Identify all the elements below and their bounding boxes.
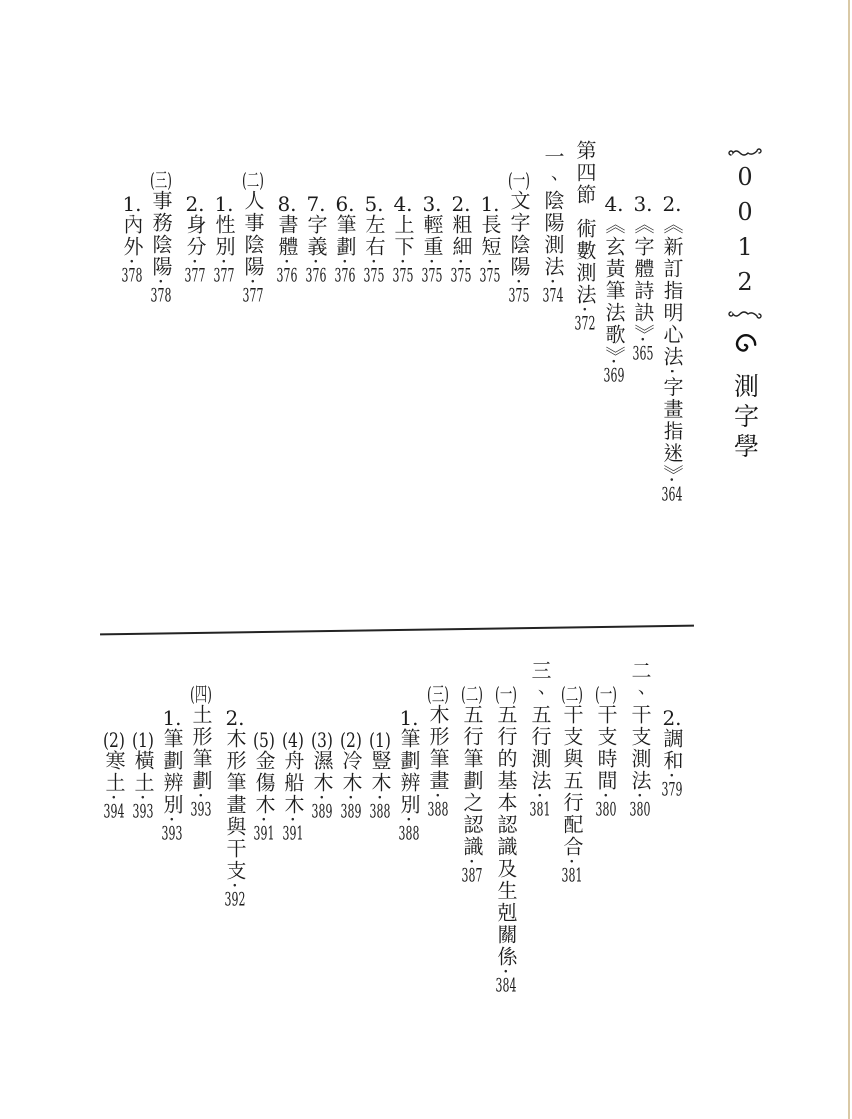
entry-page-number: 377 xyxy=(242,286,264,306)
entry-page-number: 377 xyxy=(184,266,206,286)
entry-page-number: 389 xyxy=(340,802,362,822)
entry-title: 性別 xyxy=(212,214,236,258)
dot-separator: · xyxy=(397,816,421,825)
dot-separator: · xyxy=(160,816,184,825)
folio-number: 0012 xyxy=(731,163,759,303)
dot-separator: · xyxy=(275,258,299,267)
dot-separator: · xyxy=(149,278,173,287)
entry-title: 冷木 xyxy=(339,750,363,794)
entry-page-number: 372 xyxy=(574,314,596,334)
dot-separator: · xyxy=(333,258,357,267)
entry-page-number: 374 xyxy=(542,286,564,306)
toc-entry xyxy=(628,140,657,592)
toc-entry xyxy=(625,654,654,1090)
toc-entry xyxy=(307,654,336,1090)
toc-entry xyxy=(278,654,307,1090)
entry-marker: 1. xyxy=(214,194,234,214)
entry-title: 左右 xyxy=(362,214,386,258)
entry-marker: (四) xyxy=(190,684,212,704)
entry-page-number: 384 xyxy=(495,976,517,996)
entry-marker: (一) xyxy=(508,170,530,190)
dot-separator: · xyxy=(594,792,618,801)
dot-separator: · xyxy=(212,258,236,267)
toc-entry xyxy=(301,140,330,592)
entry-page-number: 381 xyxy=(561,866,583,886)
entry-page-number: 380 xyxy=(629,800,651,820)
entry-page-number: 387 xyxy=(461,866,483,886)
flourish-top-icon xyxy=(728,148,762,158)
toc-entry xyxy=(388,140,417,592)
entry-marker: (2) xyxy=(103,730,125,750)
dot-separator: · xyxy=(120,258,144,267)
entry-marker: 1. xyxy=(162,708,182,728)
dot-separator: · xyxy=(391,258,415,267)
entry-marker: 一、 xyxy=(541,146,565,190)
entry-page-number: 365 xyxy=(632,344,654,364)
dot-separator: · xyxy=(528,792,552,801)
entry-title: 五行筆劃之認識 xyxy=(460,704,484,858)
entry-title: 筆劃 xyxy=(333,214,357,258)
entry-title: 木形筆畫與干支 xyxy=(223,728,247,882)
entry-page-number: 388 xyxy=(369,802,391,822)
entry-title: 寒土 xyxy=(102,750,126,794)
entry-page-number: 375 xyxy=(479,266,501,286)
entry-title: 筆劃辨別 xyxy=(160,728,184,816)
entry-page-number: 376 xyxy=(276,266,298,286)
dot-separator: · xyxy=(241,278,265,287)
toc-entry xyxy=(457,654,486,1090)
toc-entry xyxy=(570,140,599,592)
dot-separator: · xyxy=(478,258,502,267)
entry-title: 輕重 xyxy=(420,214,444,258)
entry-title: 陰陽測法 xyxy=(541,190,565,278)
entry-title: 干支測法 xyxy=(628,704,652,792)
toc-entry xyxy=(475,140,504,592)
entry-marker: (1) xyxy=(132,730,154,750)
toc-entry xyxy=(504,140,533,592)
dot-separator: · xyxy=(252,816,276,825)
entry-page-number: 378 xyxy=(150,286,172,306)
entry-page-number: 375 xyxy=(421,266,443,286)
entry-title: 木形筆畫 xyxy=(426,704,450,792)
entry-page-number: 375 xyxy=(392,266,414,286)
dot-separator: · xyxy=(628,792,652,801)
dot-separator: · xyxy=(310,794,334,803)
entry-title: 濕木 xyxy=(310,750,334,794)
entry-page-number: 393 xyxy=(132,802,154,822)
dot-separator: · xyxy=(494,968,518,977)
entry-marker: (4) xyxy=(282,730,304,750)
entry-marker: (一) xyxy=(495,684,517,704)
dot-separator: · xyxy=(507,278,531,287)
toc-bottom-section xyxy=(99,654,686,1090)
entry-page-number: 381 xyxy=(529,800,551,820)
entry-marker: 4. xyxy=(604,194,624,214)
dot-separator: · xyxy=(602,358,626,367)
entry-title: 《玄黃筆法歌》 xyxy=(602,214,626,358)
entry-page-number: 379 xyxy=(661,780,683,800)
entry-marker: 2. xyxy=(225,708,245,728)
colophon xyxy=(722,148,768,463)
entry-marker: 8. xyxy=(277,194,297,214)
entry-page-number: 393 xyxy=(190,800,212,820)
toc-entry xyxy=(599,140,628,592)
entry-title: 身分 xyxy=(183,214,207,258)
toc-entry xyxy=(591,654,620,1090)
entry-marker: (三) xyxy=(150,170,172,190)
entry-page-number: 393 xyxy=(161,824,183,844)
entry-marker: (三) xyxy=(427,684,449,704)
toc-entry xyxy=(186,654,215,1090)
dot-separator: · xyxy=(560,858,584,867)
dot-separator: · xyxy=(304,258,328,267)
entry-page-number: 391 xyxy=(253,824,275,844)
entry-title: 五行的基本認識及生剋關係 xyxy=(494,704,518,968)
book-title: 測字學 xyxy=(730,373,760,463)
toc-entry xyxy=(394,654,423,1090)
dot-separator: · xyxy=(102,794,126,803)
dot-separator: · xyxy=(223,882,247,891)
entry-page-number: 392 xyxy=(224,890,246,910)
entry-marker: 1. xyxy=(122,194,142,214)
entry-title: 調和 xyxy=(660,728,684,772)
toc-entry xyxy=(336,654,365,1090)
entry-page-number: 388 xyxy=(427,800,449,820)
entry-title: 書體 xyxy=(275,214,299,258)
dot-separator: · xyxy=(183,258,207,267)
toc-entry xyxy=(128,654,157,1090)
entry-title: 術數測法 xyxy=(573,218,597,306)
dot-separator: · xyxy=(339,794,363,803)
entry-title: 人事陰陽 xyxy=(241,190,265,278)
entry-marker: (2) xyxy=(340,730,362,750)
toc-entry xyxy=(220,654,249,1090)
dot-separator: · xyxy=(573,306,597,315)
toc-entry xyxy=(538,140,567,592)
dot-separator: · xyxy=(420,258,444,267)
toc-entry xyxy=(365,654,394,1090)
entry-title: 橫土 xyxy=(131,750,155,794)
dot-separator: · xyxy=(631,336,655,345)
toc-entry xyxy=(417,140,446,592)
entry-marker: 3. xyxy=(633,194,653,214)
entry-page-number: 378 xyxy=(121,266,143,286)
spiral-icon xyxy=(733,333,757,361)
dot-separator: · xyxy=(131,794,155,803)
dot-separator: · xyxy=(368,794,392,803)
entry-marker: 2. xyxy=(185,194,205,214)
toc-entry xyxy=(423,654,452,1090)
entry-marker: 2. xyxy=(451,194,471,214)
entry-title: 金傷木 xyxy=(252,750,276,816)
entry-page-number: 394 xyxy=(103,802,125,822)
entry-title: 干支時間 xyxy=(594,704,618,792)
entry-title: 長短 xyxy=(478,214,502,258)
entry-marker: 第四節 xyxy=(573,140,597,206)
flourish-bottom-icon xyxy=(728,309,762,319)
toc-entry xyxy=(491,654,520,1090)
entry-marker: 1. xyxy=(399,708,419,728)
entry-title: 字義 xyxy=(304,214,328,258)
entry-title: 筆劃辨別 xyxy=(397,728,421,816)
section-divider xyxy=(100,625,694,636)
toc-entry xyxy=(359,140,388,592)
entry-marker: 5. xyxy=(364,194,384,214)
toc-entry xyxy=(330,140,359,592)
entry-page-number: 375 xyxy=(450,266,472,286)
entry-page-number: 389 xyxy=(311,802,333,822)
entry-title: 文字陰陽 xyxy=(507,190,531,278)
toc-entry xyxy=(557,654,586,1090)
entry-page-number: 375 xyxy=(363,266,385,286)
toc-entry xyxy=(657,654,686,1090)
toc-entry xyxy=(272,140,301,592)
entry-title: 五行測法 xyxy=(528,704,552,792)
entry-marker: 4. xyxy=(393,194,413,214)
toc-entry xyxy=(157,654,186,1090)
dot-separator: · xyxy=(460,858,484,867)
entry-marker: (1) xyxy=(369,730,391,750)
entry-title: 內外 xyxy=(120,214,144,258)
entry-page-number: 364 xyxy=(661,484,683,504)
dot-separator: · xyxy=(449,258,473,267)
entry-marker: (5) xyxy=(253,730,275,750)
toc-entry xyxy=(117,140,146,592)
dot-separator: · xyxy=(362,258,386,267)
dot-separator: · xyxy=(281,816,305,825)
toc-entry xyxy=(238,140,267,592)
entry-page-number: 376 xyxy=(334,266,356,286)
toc-entry xyxy=(146,140,175,592)
entry-title: 事務陰陽 xyxy=(149,190,173,278)
entry-marker: 1. xyxy=(480,194,500,214)
entry-marker: (3) xyxy=(311,730,333,750)
dot-separator: · xyxy=(660,476,684,485)
entry-title: 粗細 xyxy=(449,214,473,258)
entry-page-number: 388 xyxy=(398,824,420,844)
entry-title: 《新訂指明心法‧字畫指迷》 xyxy=(660,214,684,477)
toc-entry xyxy=(209,140,238,592)
dot-separator: · xyxy=(189,792,213,801)
toc-entry xyxy=(446,140,475,592)
entry-title: 干支與五行配合 xyxy=(560,704,584,858)
entry-marker: 三、 xyxy=(528,660,552,704)
entry-page-number: 391 xyxy=(282,824,304,844)
entry-marker: 二、 xyxy=(628,660,652,704)
toc-entry xyxy=(525,654,554,1090)
entry-title: 舟船木 xyxy=(281,750,305,816)
entry-marker: (二) xyxy=(242,170,264,190)
entry-title: 上下 xyxy=(391,214,415,258)
entry-page-number: 377 xyxy=(213,266,235,286)
toc-entry xyxy=(180,140,209,592)
entry-marker: (二) xyxy=(461,684,483,704)
toc-entry xyxy=(249,654,278,1090)
entry-page-number: 375 xyxy=(508,286,530,306)
entry-title: 《字體詩訣》 xyxy=(631,214,655,336)
entry-marker: 7. xyxy=(306,194,326,214)
entry-marker: 3. xyxy=(422,194,442,214)
scan-edge-line xyxy=(848,0,850,1119)
entry-page-number: 376 xyxy=(305,266,327,286)
toc-top-section xyxy=(117,140,686,592)
entry-marker: 2. xyxy=(662,194,682,214)
entry-title: 土形筆劃 xyxy=(189,704,213,792)
entry-marker: (一) xyxy=(595,684,617,704)
entry-title: 豎木 xyxy=(368,750,392,794)
entry-marker: 6. xyxy=(335,194,355,214)
dot-separator: · xyxy=(660,772,684,781)
toc-entry xyxy=(657,140,686,592)
entry-page-number: 369 xyxy=(603,366,625,386)
entry-page-number: 380 xyxy=(595,800,617,820)
dot-separator: · xyxy=(541,278,565,287)
toc-entry xyxy=(99,654,128,1090)
entry-marker: 2. xyxy=(662,708,682,728)
dot-separator: · xyxy=(426,792,450,801)
entry-marker: (二) xyxy=(561,684,583,704)
